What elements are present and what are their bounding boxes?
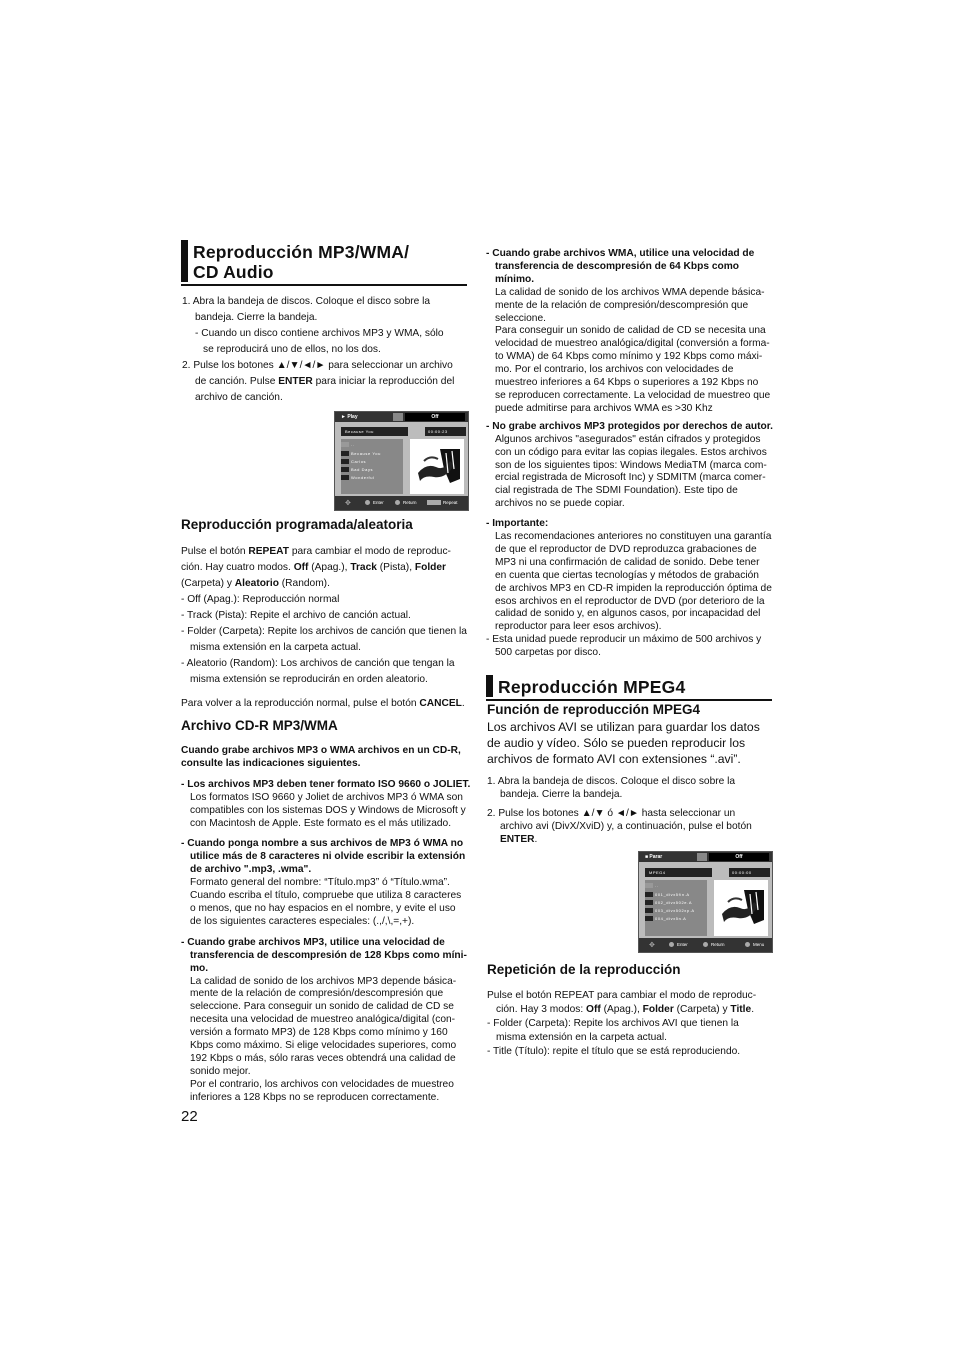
file-name: 004_divx5n.A	[655, 916, 687, 921]
bullet-text: velocidad de muestreo analógica/digital (conversión a forma-	[495, 338, 770, 350]
list-item[interactable]	[341, 458, 403, 465]
cdr-notes	[181, 745, 473, 1105]
folder-up-icon	[341, 442, 349, 447]
bullet-text: son de los siguientes tipos: Windows MediaTM (marca com-	[495, 459, 767, 471]
bullet-text: ercial registrada de Microsoft Inc) y SDMITM (marca comer-	[495, 472, 766, 484]
music-file-icon	[341, 459, 349, 464]
repeat-text	[487, 989, 777, 1059]
step-2-cont2	[487, 834, 777, 847]
section-bar	[486, 675, 493, 697]
track-name: Because You	[351, 451, 381, 456]
bullet-heading: - Cuando grabe archivos WMA, utilice una velocidad de	[486, 248, 755, 259]
repeat-label: Repeat	[443, 500, 458, 505]
section-header-mpeg4	[486, 675, 772, 701]
return-label: Return	[711, 942, 725, 947]
video-file-icon	[645, 908, 653, 913]
text: (Carpeta) y	[673, 1004, 731, 1015]
bullet-text: con Macintosh de Apple. Este formato es el más utilizado.	[190, 817, 452, 829]
enter-key: ENTER	[278, 376, 313, 387]
subheading-cdr: Archivo CD-R MP3/WMA	[181, 718, 338, 733]
bullet-text: versión a formato MP3) de 128 Kbps como mínimo y 160	[190, 1027, 448, 1039]
nav-arrows-icon: ✥	[345, 500, 351, 507]
spacer	[486, 511, 776, 518]
step-1-cont: bandeja. Cierre la bandeja.	[195, 312, 318, 323]
text: para iniciar la reproducción del	[312, 376, 455, 387]
play-mode-label: ► Play	[341, 414, 358, 420]
bullet-text: seleccione. Para conseguir un sonido de calidad de CD se	[190, 1001, 454, 1013]
bullet-text: Formato general del nombre: “Título.mp3” ó “Título.wma”.	[190, 877, 450, 889]
bullet-text: La calidad de sonido de los archivos MP3 depende básica-	[190, 975, 457, 987]
text-line	[181, 560, 473, 576]
bullet-text: reproductor para leer esos archivos).	[495, 621, 662, 633]
bullet-text: mo. Por el contrario, los archivos con velocidades de	[495, 364, 734, 376]
section-header-mp3	[181, 240, 467, 286]
file-list	[645, 880, 707, 936]
track-name: Wonderful	[351, 475, 375, 480]
bullet-text: Kbps como máximo. Si elige velocidades superiores, como	[190, 1040, 457, 1052]
mpeg4-intro	[487, 719, 777, 767]
track-name: Bad Days	[351, 467, 374, 472]
file-name: 002_divx502e.A	[655, 900, 693, 905]
bullet-text: compatibles con los sistemas DOS y Windows de Microsoft y	[190, 804, 466, 816]
screen-bottom-bar	[335, 496, 468, 510]
text-bold: Folder	[414, 562, 447, 573]
step-2-cont2: archivo de canción.	[195, 392, 283, 403]
list-item[interactable]	[341, 474, 403, 481]
bullet-text: Por el contrario, los archivos con velocidades de muestreo	[190, 1078, 454, 1090]
mode-random: - Aleatorio (Random): Los archivos de canción que tengan la	[181, 658, 455, 669]
bullet-heading: transferencia de descompresión de 64 Kbps como mínimo.	[495, 260, 740, 285]
mode-track: - Track (Pista): Repite el archivo de canción actual.	[181, 610, 411, 621]
list-item[interactable]	[341, 450, 403, 457]
bullet-text: de los siguientes caracteres especiales: (.,/,\,=,+).	[190, 915, 415, 927]
section-title: Reproducción MPEG4	[498, 677, 686, 697]
bullet-text: esos archivos en el reproductor de DVD (por deterioro de la	[495, 595, 765, 607]
bullet-heading: - Cuando grabe archivos MP3, utilice una velocidad de	[181, 936, 445, 948]
return-icon	[395, 500, 400, 505]
list-item[interactable]	[341, 466, 403, 473]
bullet-text: o menos, que no hay espacios en el nombre, y evite el uso	[190, 902, 456, 914]
mode-folder: - Folder (Carpeta): Repite los archivos de canción que tienen la	[181, 626, 467, 637]
bullet-text: archivos no se puede copiar.	[495, 498, 625, 510]
track-name: Carlos	[351, 459, 367, 464]
intro-line: de audio y vídeo. Sólo se pueden reproducir los	[487, 736, 746, 750]
bullet-heading: mo.	[190, 962, 209, 974]
step-1-cont: bandeja. Cierre la bandeja.	[500, 788, 623, 800]
spacer	[181, 830, 473, 838]
text-bold: Off	[293, 562, 309, 573]
screen-top-bar	[639, 852, 772, 862]
player-screen-mp3	[334, 411, 469, 511]
cancel-note	[181, 696, 473, 712]
intro-line: archivos de formato AVI con extensiones “.avi”.	[487, 752, 741, 766]
current-file-bar	[645, 868, 712, 877]
bullet-text: de archivos MP3 en CD-R impiden la reproducción óptima de	[495, 582, 772, 594]
return-icon	[703, 942, 708, 947]
mode-off: - Off (Apag.): Reproducción normal	[181, 594, 340, 605]
text: (Apag.),	[600, 1004, 643, 1015]
dancer-image	[410, 439, 464, 494]
time-bar	[425, 427, 466, 436]
list-item[interactable]	[645, 915, 707, 922]
file-name: 003_divx502xp.A	[655, 908, 695, 913]
music-file-icon	[341, 475, 349, 480]
step-1: 1. Abra la bandeja de discos. Coloque el disco sobre la	[182, 296, 431, 307]
folder-up: ..	[351, 442, 355, 447]
bullet-heading: utilice más de 8 caracteres ni olvide escribir la extensión	[190, 851, 466, 863]
text: para cambiar el modo de reproduc-	[288, 546, 451, 557]
text-line	[181, 696, 473, 712]
bullet-text: La calidad de sonido de los archivos WMA depende básica-	[495, 286, 765, 298]
text-bold: Folder	[642, 1004, 674, 1015]
repeat-state: Off	[405, 413, 465, 421]
steps-mp3	[182, 294, 472, 406]
spacer	[181, 929, 473, 937]
subheading-program: Reproducción programada/aleatoria	[181, 517, 413, 532]
intro-line: Los archivos AVI se utilizan para guardar los datos	[487, 720, 760, 734]
text: .	[534, 833, 538, 845]
text-bold: REPEAT	[248, 546, 289, 557]
enter-key: ENTER	[500, 833, 535, 845]
bullet-text: Los formatos ISO 9660 y Joliet de archivos MP3 ó WMA son	[190, 791, 463, 803]
text: de canción. Pulse	[195, 376, 279, 387]
bullet-text: en cuenta que ciertas tecnologías y métodos de grabación	[495, 569, 759, 581]
bullet-text: MP3 ni una confirmación de calidad de sonido. Debe tener	[495, 556, 760, 568]
time-readout: 00:00:00	[732, 870, 752, 875]
file-name: 001_divx5fin.A	[655, 892, 690, 897]
step-2: 2. Pulse los botones ▲/▼ ó ◄/► hasta seleccionar un	[487, 807, 736, 819]
time-readout: 00:00:23	[428, 429, 448, 434]
step-2-cont: archivo avi (DivX/XviD) y, a continuación, pulse el botón	[500, 820, 752, 832]
album-artwork	[410, 439, 464, 494]
text: .	[751, 1004, 755, 1015]
time-bar	[729, 868, 770, 877]
section-title-line2: CD Audio	[193, 262, 274, 282]
bullet-heading: de archivo ".mp3, .wma".	[190, 864, 312, 876]
text: (Pista),	[376, 562, 415, 573]
page-number: 22	[181, 1108, 198, 1125]
bullet-heading: transferencia de descompresión de 128 Kbps como míni-	[190, 949, 467, 961]
stop-mode-label: ■ Parar	[645, 854, 663, 860]
music-file-icon	[341, 467, 349, 472]
video-file-icon	[645, 916, 653, 921]
bullet-text: Cuando escriba el título, compruebe que utiliza 8 caracteres	[190, 890, 462, 902]
step-1-note-cont: se reproducirá uno de ellos, no los dos.	[203, 344, 381, 355]
text-line	[181, 544, 473, 560]
bullet-text: muestreo inferiores a 64 Kbps o superiores a 192 Kbps no	[495, 377, 759, 389]
mpeg4-steps	[487, 776, 777, 847]
bullet-text: Las recomendaciones anteriores no constituyen una garantía	[495, 531, 772, 543]
mode-folder: - Folder (Carpeta): Repite los archivos AVI que tienen la	[487, 1018, 739, 1029]
bullet-text: puede admitirse para archivos WMA es >30 Khz	[495, 402, 713, 414]
cancel-key: CANCEL	[419, 698, 462, 709]
text-bold: Title	[730, 1004, 752, 1015]
bullet-text: sonido mejor.	[190, 1065, 251, 1077]
return-label: Return	[403, 500, 417, 505]
bullet-text: necesita una velocidad de muestreo analógica/digital (con-	[190, 1014, 456, 1026]
list-item[interactable]	[341, 441, 403, 448]
dancer-image	[714, 880, 768, 936]
text: (Apag.),	[308, 562, 351, 573]
music-file-icon	[341, 451, 349, 456]
cdr-intro-cont: consulte las indicaciones siguientes.	[181, 757, 361, 769]
text: ción. Hay 3 modos:	[496, 1004, 587, 1015]
video-file-icon	[645, 892, 653, 897]
repeat-modes-text	[181, 544, 473, 688]
bullet-text: - Esta unidad puede reproducir un máximo de 500 archivos y	[486, 634, 762, 646]
track-list	[341, 439, 403, 494]
menu-icon	[745, 942, 750, 947]
bullet-text: calidad de sonido y, en algunos casos, por incapacidad del	[495, 608, 761, 620]
repeat-icon	[697, 853, 707, 861]
list-item[interactable]	[645, 899, 707, 906]
screen-top-bar	[335, 412, 468, 422]
bullet-text: Para conseguir un sonido de calidad de CD se necesita una	[495, 325, 766, 337]
current-track-bar	[341, 427, 408, 436]
bullet-text: mente de la relación de compresión/descompresión que	[190, 988, 444, 1000]
text-line	[487, 1003, 777, 1017]
text-bold: Aleatorio	[234, 578, 279, 589]
bullet-text: con un código para evitar las copias ilegales. Estos archivos	[495, 446, 767, 458]
repeat-key-icon	[427, 500, 441, 505]
wma-notes	[486, 248, 776, 660]
text: .	[461, 698, 465, 709]
bullet-text: 500 carpetas por disco.	[495, 647, 601, 659]
screen-bottom-bar	[639, 938, 772, 952]
nav-arrows-icon: ✥	[649, 942, 655, 949]
text: ción. Hay cuatro modos.	[181, 562, 294, 573]
text: (Carpeta) y	[181, 578, 235, 589]
list-item[interactable]	[645, 907, 707, 914]
step-2: 2. Pulse los botones ▲/▼/◄/► para seleccionar un archivo	[182, 360, 453, 371]
text-line: Pulse el botón REPEAT para cambiar el modo de reproduc-	[487, 990, 757, 1001]
bullet-text: se reproducen correctamente. La velocidad de muestreo que	[495, 389, 771, 401]
bullet-text: de que el reproductor de DVD reproduzca grabaciones de	[495, 543, 757, 555]
mode-random-cont: misma extensión se reproducirán en orden aleatorio.	[190, 674, 428, 685]
current-file: MPEG4	[649, 870, 666, 875]
enter-icon	[365, 500, 370, 505]
step-1-note: - Cuando un disco contiene archivos MP3 y WMA, sólo	[195, 328, 444, 339]
spacer	[181, 771, 473, 779]
step-2-cont	[182, 374, 472, 390]
enter-label: Enter	[373, 500, 384, 505]
menu-label: Menu	[753, 942, 765, 947]
bullet-text: mente de la relación de compresión/descompresión que	[495, 299, 749, 311]
folder-up-icon	[645, 883, 653, 888]
bullet-text: inferiores a 128 Kbps no se reproducen correctamente.	[190, 1091, 440, 1103]
bullet-heading: - Cuando ponga nombre a sus archivos de MP3 ó WMA no	[181, 838, 464, 850]
bullet-text: Algunos archivos "asegurados" están cifrados y protegidos	[495, 433, 761, 445]
enter-label: Enter	[677, 942, 688, 947]
text: Para volver a la reproducción normal, pulse el botón	[181, 698, 420, 709]
mode-folder-cont: misma extensión en la carpeta actual.	[190, 642, 362, 653]
bullet-text: cial registrada de The SDMI Foundation). Este tipo de	[495, 485, 738, 497]
bullet-text: 192 Kbps o más, sólo raras veces obtendrá una calidad de	[190, 1052, 456, 1064]
subheading-mpeg4-function: Función de reproducción MPEG4	[487, 702, 701, 717]
list-item[interactable]	[645, 891, 707, 898]
bullet-heading: - No grabe archivos MP3 protegidos por derechos de autor.	[486, 420, 774, 432]
repeat-state: Off	[709, 853, 769, 861]
text-line	[181, 576, 473, 592]
text-bold: Track	[350, 562, 377, 573]
mode-title: - Title (Título): repite el título que se está reproduciendo.	[487, 1046, 741, 1057]
player-screen-mpeg4	[638, 851, 773, 953]
enter-icon	[669, 942, 674, 947]
mode-folder-cont: misma extensión en la carpeta actual.	[496, 1032, 668, 1043]
bullet-text: to WMA) de 64 Kbps como mínimo y 192 Kbps como máxi-	[495, 351, 763, 363]
repeat-icon	[393, 413, 403, 421]
text: (Random).	[278, 578, 330, 589]
bullet-heading: - Los archivos MP3 deben tener formato ISO 9660 o JOLIET.	[181, 778, 471, 790]
video-file-icon	[645, 900, 653, 905]
section-bar	[181, 240, 188, 282]
section-title-line1: Reproducción MP3/WMA/	[193, 242, 410, 262]
bullet-heading: - Importante:	[486, 518, 549, 530]
subheading-repeat: Repetición de la reproducción	[487, 962, 681, 977]
bullet-text: seleccione.	[495, 312, 546, 324]
video-preview	[714, 880, 768, 936]
step-1: 1. Abra la bandeja de discos. Coloque el disco sobre la	[487, 776, 736, 787]
list-item[interactable]	[645, 882, 707, 889]
current-track: Because You	[345, 429, 374, 434]
text-bold: Off	[586, 1004, 601, 1015]
cdr-intro: Cuando grabe archivos MP3 o WMA archivos en un CD-R,	[181, 745, 461, 756]
folder-up: ..	[655, 883, 659, 888]
text: Pulse el botón	[181, 546, 249, 557]
